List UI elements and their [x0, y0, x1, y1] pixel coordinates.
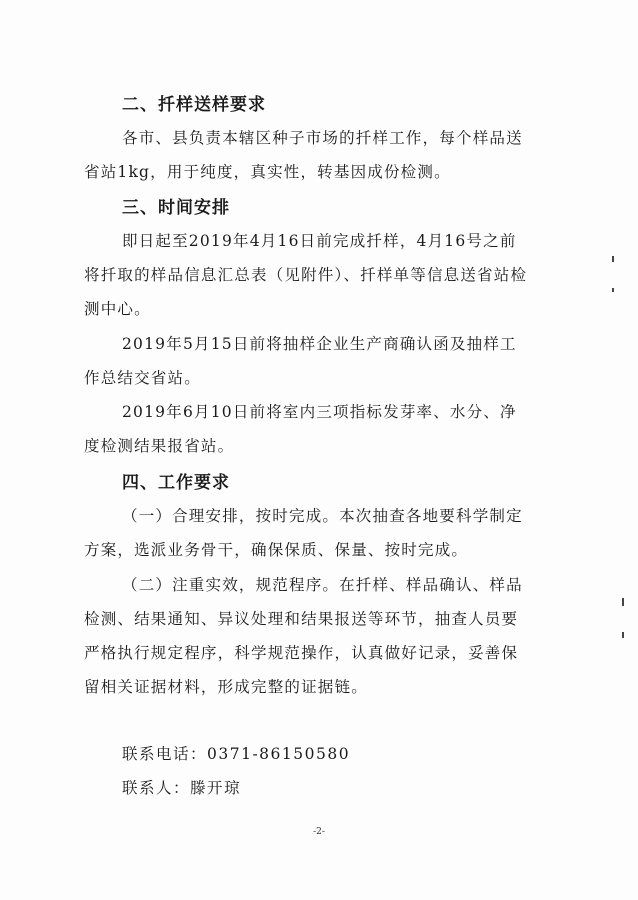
paragraph-line: 作总结交省站。: [84, 369, 201, 387]
section-heading-sampling: 二、扦样送样要求: [122, 95, 266, 115]
paragraph-line: 将扦取的样品信息汇总表（见附件）、扦样单等信息送省站检: [84, 266, 528, 284]
contact-person: 联系人：滕开琼: [122, 779, 242, 797]
scan-speck: [622, 632, 624, 638]
paragraph-line: 严格执行规定程序，科学规范操作，认真做好记录，妥善保: [84, 644, 519, 662]
paragraph-line: 度检测结果报省站。: [84, 437, 235, 455]
paragraph-line: 省站1kg，用于纯度，真实性，转基因成份检测。: [84, 163, 451, 181]
paragraph-line: 各市、县负责本辖区种子市场的扦样工作，每个样品送: [122, 129, 523, 147]
section-heading-requirements: 四、工作要求: [122, 473, 230, 493]
scan-speck: [612, 288, 614, 292]
section-heading-schedule: 三、时间安排: [122, 198, 230, 218]
scan-speck: [622, 598, 624, 606]
paragraph-line: （一）合理安排，按时完成。本次抽查各地要科学制定: [122, 507, 523, 525]
paragraph-line: 留相关证据材料，形成完整的证据链。: [84, 678, 368, 696]
page-number: -2-: [313, 827, 325, 837]
contact-phone: 联系电话：0371-86150580: [122, 745, 351, 763]
paragraph-line: 即日起至2019年4月16日前完成扦样，4月16号之前: [122, 232, 517, 250]
paragraph-line: 测中心。: [84, 300, 151, 318]
scan-speck: [612, 256, 614, 262]
paragraph-line: 检测、结果通知、异议处理和结果报送等环节，抽查人员要: [84, 610, 519, 628]
paragraph-line: 2019年6月10日前将室内三项指标发芽率、水分、净: [122, 403, 517, 421]
paragraph-line: 2019年5月15日前将抽样企业生产商确认函及抽样工: [122, 335, 517, 353]
paragraph-line: 方案，选派业务骨干，确保保质、保量、按时完成。: [84, 541, 469, 559]
paragraph-line: （二）注重实效，规范程序。在扦样、样品确认、样品: [122, 576, 523, 594]
